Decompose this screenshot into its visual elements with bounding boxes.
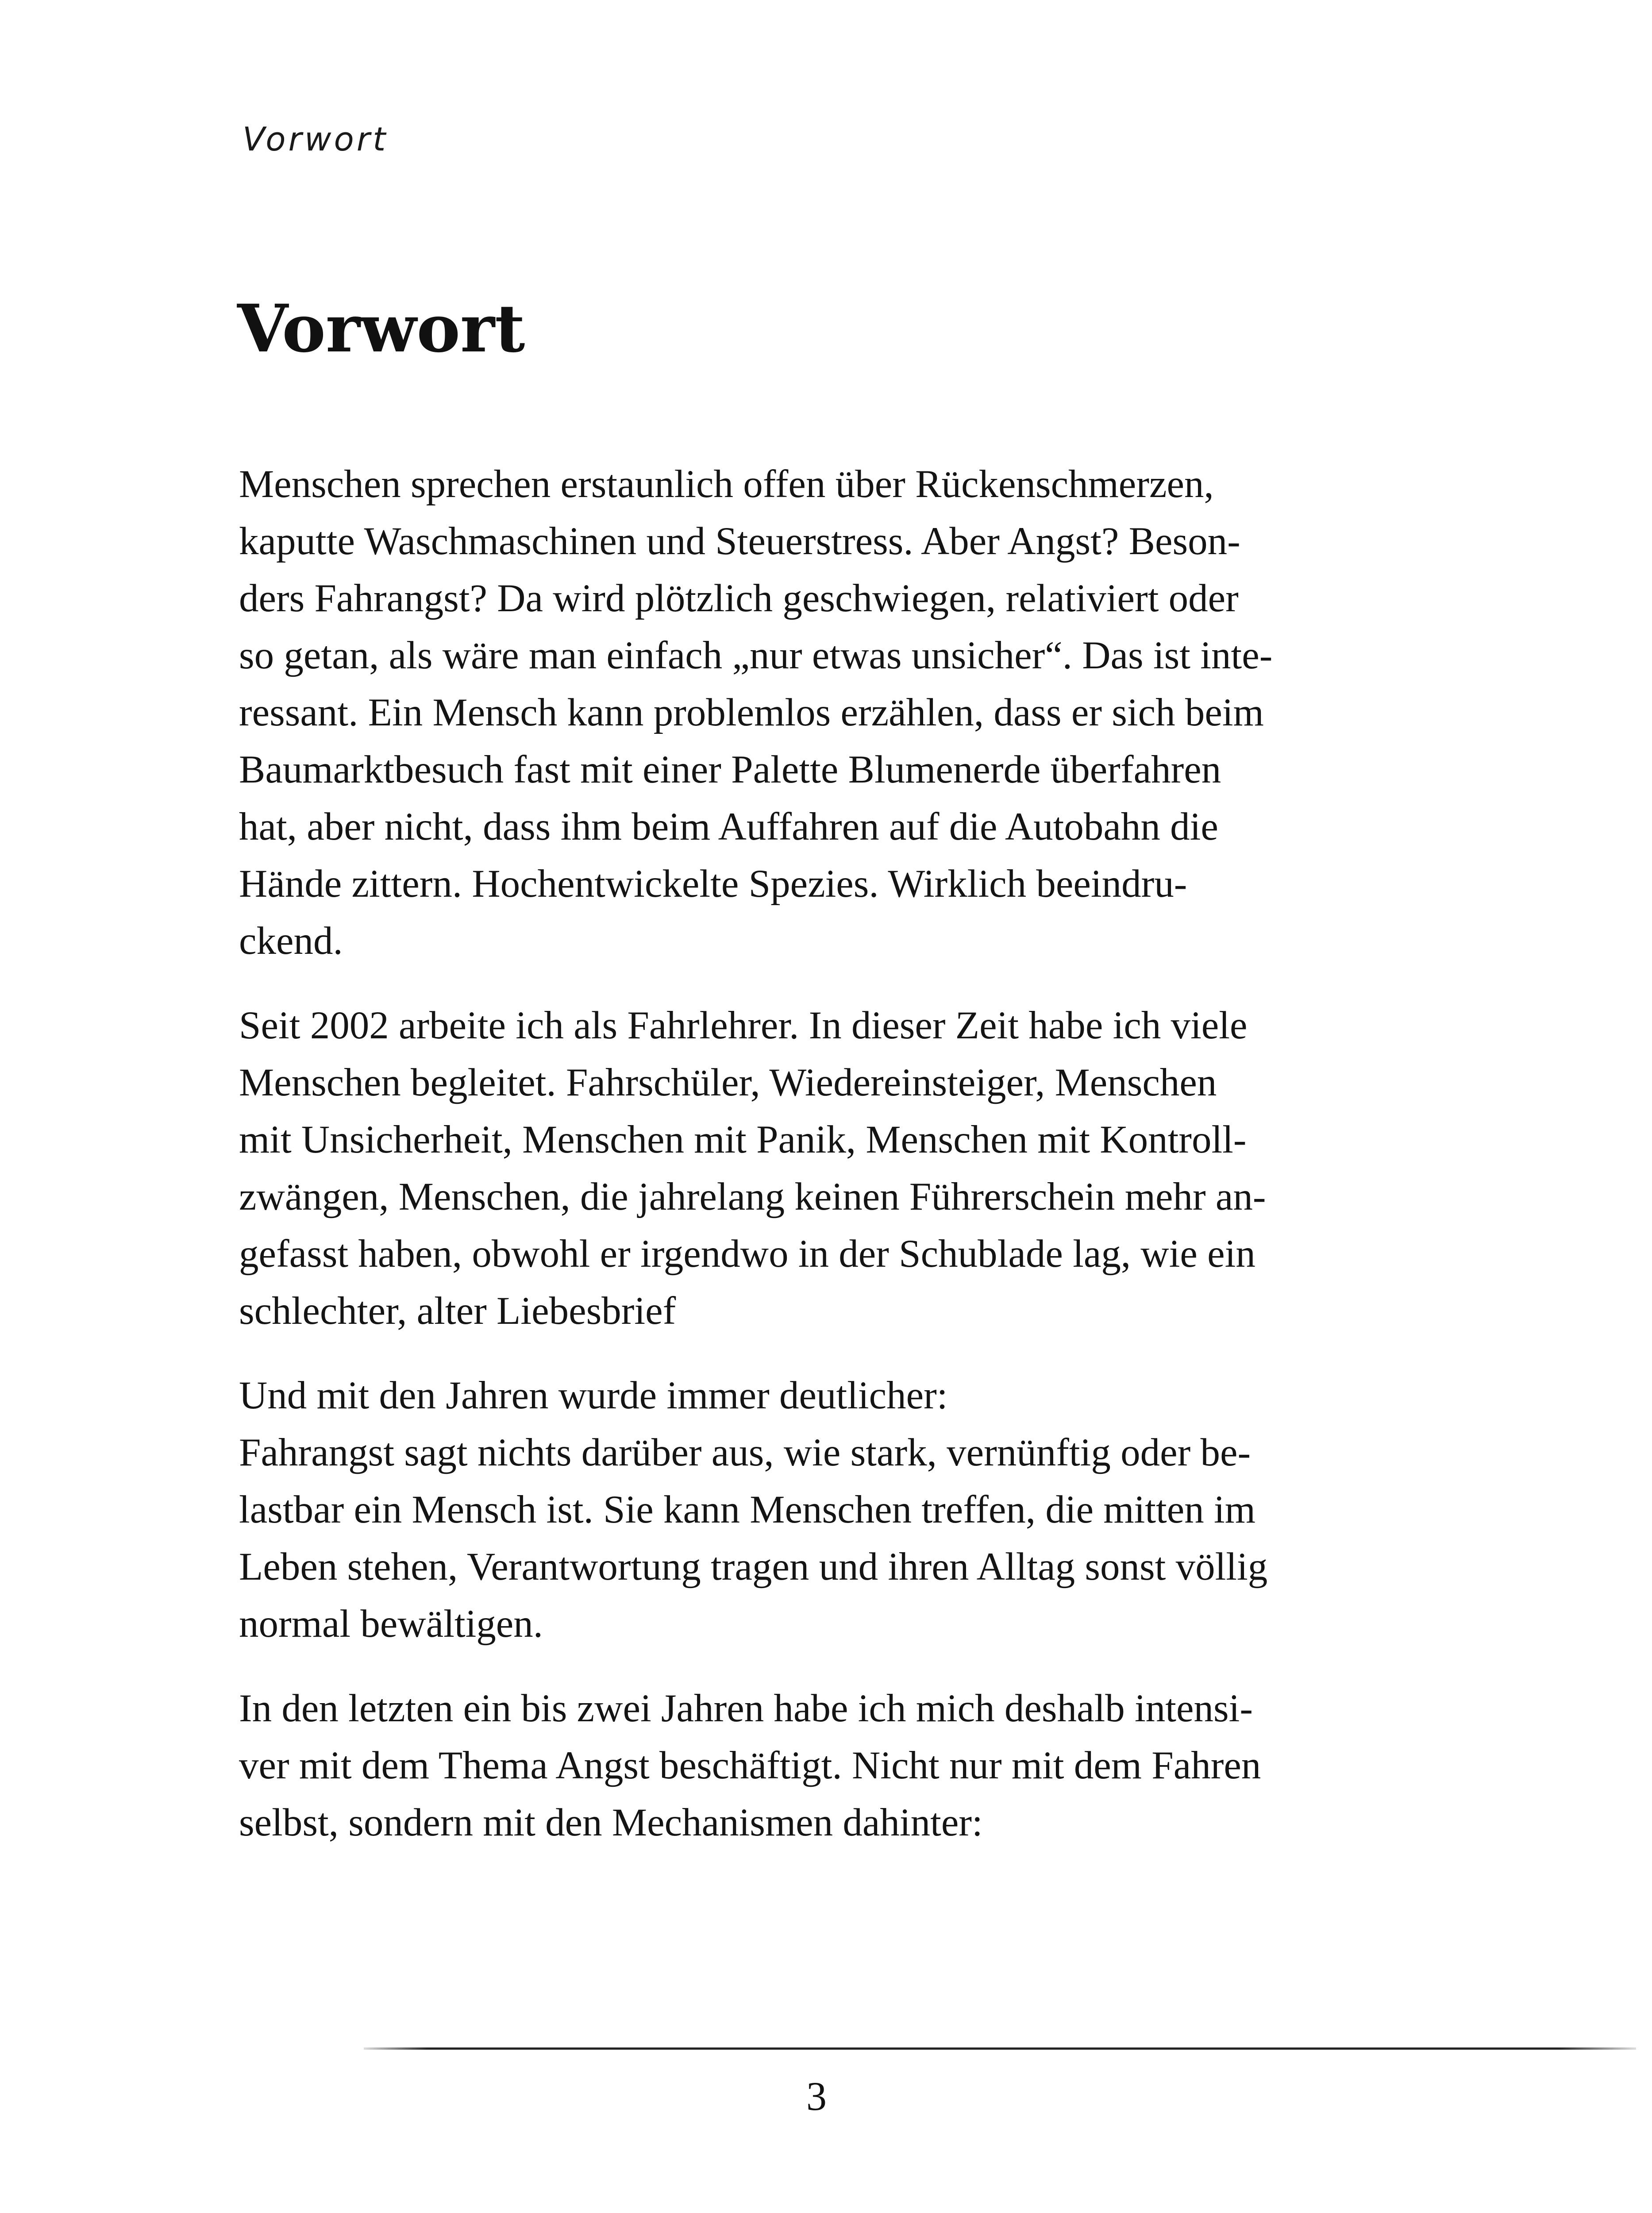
paragraph-4: In den letzten ein bis zwei Jahren habe ich mich deshalb intensi- ver mit dem Thema Angst beschäftigt. Nicht nur mit dem Fahren selbst, sondern mit den Mechanismen dahinter:: [239, 1687, 1261, 1844]
paragraph-2: Seit 2002 arbeite ich als Fahrlehrer. In dieser Zeit habe ich viele Menschen begleitet. Fahrschüler, Wiedereinsteiger, Menschen mit Unsicherheit, Menschen mit Panik, Menschen mit Kontroll- zwängen, Menschen, die jahrelang keinen Führerschein mehr an- gefasst haben, obwohl er irgendwo in der Schublade lag, wie ein schlechter, alter Liebesbrief: [239, 1004, 1266, 1333]
page-number: 3: [806, 2074, 827, 2119]
chapter-title: Vorwort: [237, 290, 525, 367]
paragraph-3: Und mit den Jahren wurde immer deutlicher: Fahrangst sagt nichts darüber aus, wie stark, vernünftig oder be- lastbar ein Mensch ist. Sie kann Menschen treffen, die mitten im Leben stehen, Verantwortung tragen und ihren Alltag sonst völlig normal bewältigen.: [239, 1374, 1268, 1646]
body-text: [239, 456, 1407, 1879]
running-header: Vorwort: [243, 120, 389, 158]
paragraph-1: Menschen sprechen erstaunlich offen über Rückenschmerzen, kaputte Waschmaschinen und Steuerstress. Aber Angst? Beson- ders Fahrangst? Da wird plötzlich geschwiegen, relativiert oder so getan, als wäre man einfach „nur etwas unsicher“. Das ist inte- ressant. Ein Mensch kann problemlos erzählen, dass er sich beim Baumarktbesuch fast mit einer Palette Blumenerde überfahren hat, aber nicht, dass ihm beim Auffahren auf die Autobahn die Hände zittern. Hochentwickelte Spezies. Wirklich beeindru- ckend.: [239, 463, 1273, 963]
footer-divider: [364, 2047, 1636, 2050]
